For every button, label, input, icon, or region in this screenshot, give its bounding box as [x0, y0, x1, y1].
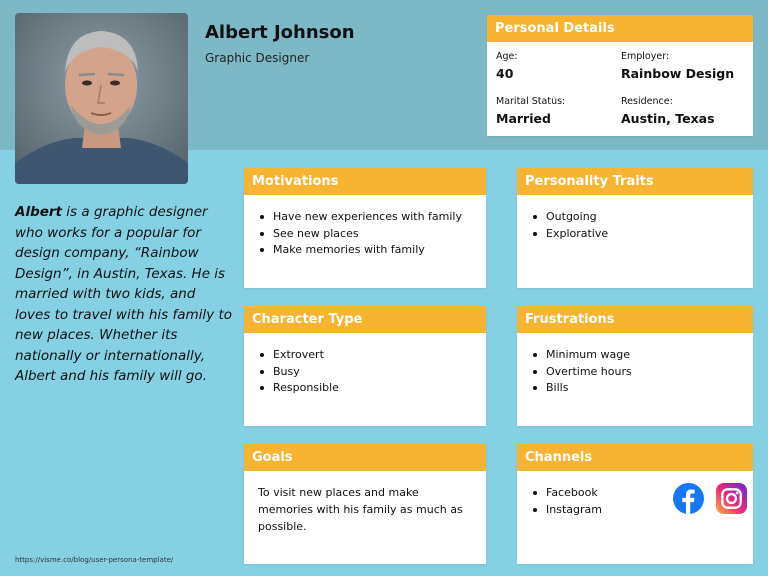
personal-details-grid	[487, 42, 753, 137]
personality-traits-list	[517, 195, 753, 242]
list-item: Responsible	[258, 380, 486, 397]
employer-value: Rainbow Design	[621, 66, 735, 81]
personality-traits-card	[517, 168, 753, 288]
persona-role: Graphic Designer	[205, 51, 310, 65]
marital-status-value: Married	[496, 111, 551, 126]
list-item: Extrovert	[258, 347, 486, 364]
persona-bio	[15, 202, 235, 387]
list-item: Have new experiences with family	[258, 209, 486, 226]
character-type-card	[244, 306, 486, 426]
list-item: Make memories with family	[258, 242, 486, 259]
personal-details-title: Personal Details	[487, 15, 753, 42]
marital-status-label: Marital Status:	[496, 96, 566, 107]
residence-label: Residence:	[621, 96, 673, 107]
list-item: Facebook	[531, 485, 753, 502]
source-url[interactable]: https://visme.co/blog/user-persona-template/	[15, 556, 174, 564]
age-value: 40	[496, 66, 514, 81]
bio-text: is a graphic designer who works for a popular for design company, “Rainbow Design”, in Austin, Texas. He is married with two kids, and loves to travel with his family to new places. Whether its nationally or internationally, Albert and his family will go.	[15, 204, 233, 384]
list-item: Busy	[258, 364, 486, 381]
frustrations-title: Frustrations	[517, 306, 753, 333]
frustrations-card	[517, 306, 753, 426]
channels-title: Channels	[517, 444, 753, 471]
frustrations-list	[517, 333, 753, 397]
list-item: Minimum wage	[531, 347, 753, 364]
goals-text: To visit new places and make memories with his family as much as possible.	[258, 486, 463, 533]
facebook-icon[interactable]	[673, 483, 704, 514]
list-item: Instagram	[531, 502, 753, 519]
instagram-icon[interactable]	[716, 483, 747, 514]
list-item: Explorative	[531, 226, 753, 243]
character-type-list	[244, 333, 486, 397]
motivations-card	[244, 168, 486, 288]
goals-title: Goals	[244, 444, 486, 471]
motivations-list	[244, 195, 486, 259]
personality-traits-title: Personality Traits	[517, 168, 753, 195]
persona-name: Albert Johnson	[205, 22, 355, 43]
residence-value: Austin, Texas	[621, 111, 715, 126]
bio-name: Albert	[15, 204, 63, 220]
list-item: Bills	[531, 380, 753, 397]
persona-photo	[15, 13, 188, 184]
motivations-title: Motivations	[244, 168, 486, 195]
channels-card	[517, 444, 753, 564]
personal-details-card	[487, 15, 753, 136]
goals-card	[244, 444, 486, 564]
list-item: See new places	[258, 226, 486, 243]
list-item: Overtime hours	[531, 364, 753, 381]
character-type-title: Character Type	[244, 306, 486, 333]
employer-label: Employer:	[621, 51, 670, 62]
age-label: Age:	[496, 51, 518, 62]
list-item: Outgoing	[531, 209, 753, 226]
